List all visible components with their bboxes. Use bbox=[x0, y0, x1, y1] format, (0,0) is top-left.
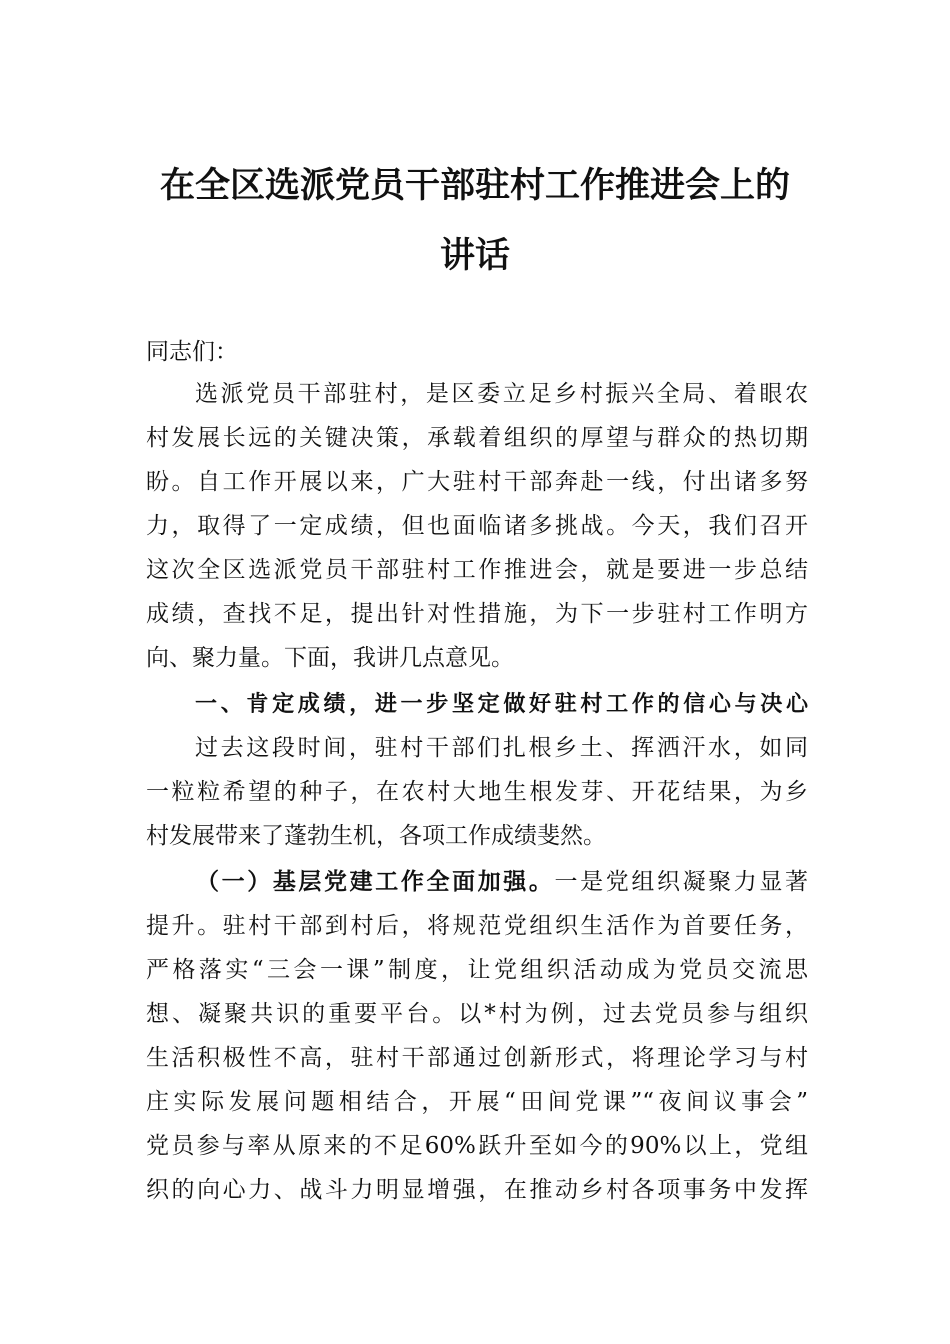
subsection-paragraph-line: 庄实际发展问题相结合，开展“田间党课”“夜间议事会” bbox=[146, 1089, 808, 1115]
salutation: 同志们： bbox=[146, 339, 238, 365]
intro-line: 盼。自工作开展以来，广大驻村干部奔赴一线，付出诸多努 bbox=[146, 469, 808, 495]
intro-line: 成绩，查找不足，提出针对性措施，为下一步驻村工作明方 bbox=[146, 601, 808, 627]
section-paragraph-line: 过去这段时间，驻村干部们扎根乡土、挥洒汗水，如同 bbox=[195, 735, 808, 761]
subsection-paragraph-line: 织的向心力、战斗力明显增强，在推动乡村各项事务中发挥 bbox=[146, 1177, 808, 1203]
document-title-line-2: 讲话 bbox=[439, 235, 510, 276]
intro-line: 选派党员干部驻村，是区委立足乡村振兴全局、着眼农 bbox=[195, 381, 808, 407]
subsection-paragraph-line: 提升。驻村干部到村后，将规范党组织生活作为首要任务， bbox=[146, 913, 808, 939]
section-heading: 一、肯定成绩，进一步坚定做好驻村工作的信心与决心 bbox=[195, 692, 808, 717]
subsection-heading: （一）基层党建工作全面加强。 bbox=[196, 868, 555, 895]
subsection-paragraph-line: 严格落实“三会一课”制度，让党组织活动成为党员交流思 bbox=[146, 957, 808, 983]
intro-line: 这次全区选派党员干部驻村工作推进会，就是要进一步总结 bbox=[146, 557, 808, 583]
section-paragraph-line: 村发展带来了蓬勃生机，各项工作成绩斐然。 bbox=[146, 823, 606, 849]
intro-line: 向、聚力量。下面，我讲几点意见。 bbox=[146, 645, 514, 671]
document-title-line-1: 在全区选派党员干部驻村工作推进会上的 bbox=[159, 165, 790, 206]
subsection-first-line bbox=[196, 864, 808, 900]
intro-line: 力，取得了一定成绩，但也面临诸多挑战。今天，我们召开 bbox=[146, 513, 808, 539]
intro-line: 村发展长远的关键决策，承载着组织的厚望与群众的热切期 bbox=[146, 425, 808, 451]
subsection-first-line-text: 一是党组织凝聚力显著 bbox=[554, 869, 808, 895]
subsection-paragraph-line: 党员参与率从原来的不足60%跃升至如今的90%以上，党组 bbox=[146, 1133, 808, 1159]
section-paragraph-line: 一粒粒希望的种子，在农村大地生根发芽、开花结果，为乡 bbox=[146, 779, 808, 805]
subsection-paragraph-line: 想、凝聚共识的重要平台。以*村为例，过去党员参与组织 bbox=[146, 1001, 808, 1027]
subsection-paragraph-line: 生活积极性不高，驻村干部通过创新形式，将理论学习与村 bbox=[146, 1045, 808, 1071]
